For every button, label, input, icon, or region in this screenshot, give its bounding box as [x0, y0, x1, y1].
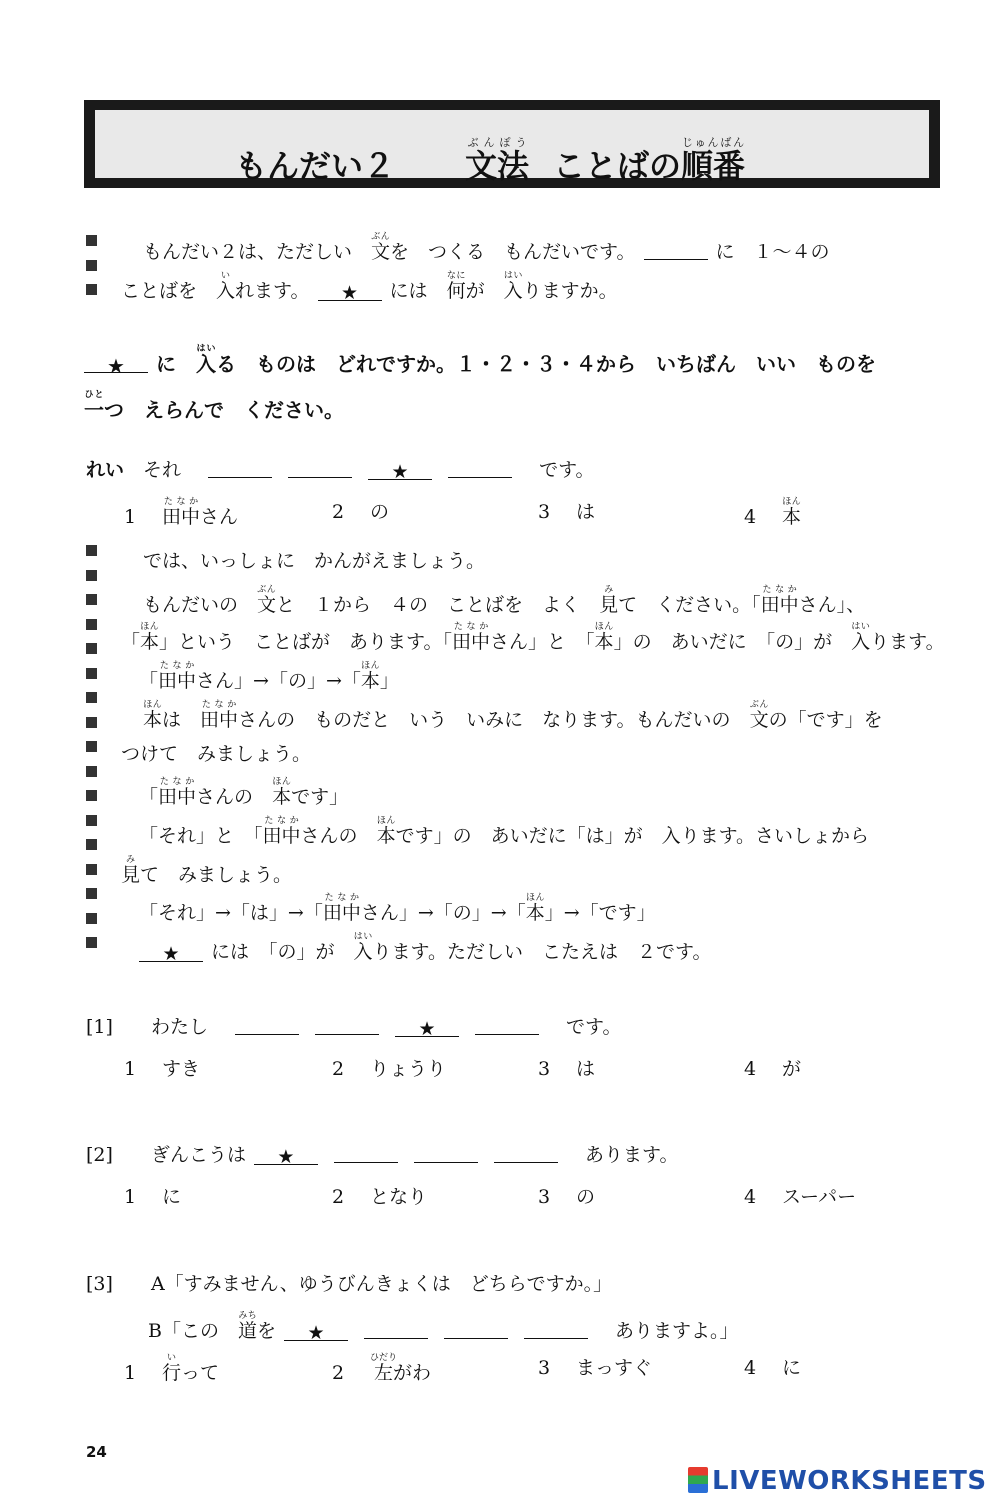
- q2-option-3[interactable]: 3 の: [538, 1186, 596, 1208]
- bullet-square: [86, 790, 97, 801]
- star-blank[interactable]: ★: [395, 1018, 459, 1037]
- star-blank: ★: [139, 943, 203, 962]
- blank-line: [644, 241, 708, 260]
- page-title: [235, 136, 745, 187]
- q1-option-3[interactable]: 3 は: [538, 1058, 596, 1080]
- explanation-line-6: つけて みましょう。: [121, 743, 312, 765]
- bullet-square: [86, 692, 97, 703]
- blank-line[interactable]: [364, 1320, 428, 1339]
- intro-line-1: もんだい２は、ただしい 文ぶんを つくる もんだいです。 に １〜４の: [143, 232, 830, 263]
- explanation-line-4: 「田中たなかさん」→「の」→「本ほん」: [139, 661, 399, 692]
- question-1-options: [124, 1054, 824, 1084]
- q2-option-2[interactable]: 2 となり: [332, 1186, 428, 1208]
- bullet-square: [86, 888, 97, 899]
- question-3-options: [124, 1353, 824, 1383]
- brand-logo[interactable]: LIVEWORKSHEETS: [688, 1466, 987, 1496]
- question-3-line-a: [3] A「すみません、ゆうびんきょくは どちらですか。」: [86, 1273, 613, 1295]
- instruction-line-2: 一ひとつ えらんで ください。: [84, 390, 344, 422]
- intro-line-2: ことばを 入いれます。 ★ には 何なにが 入はいりますか。: [121, 271, 618, 304]
- question-number: [1]: [86, 1016, 113, 1038]
- explanation-bullets: [86, 545, 97, 962]
- example-sentence: れい それ ★ です。: [86, 459, 595, 483]
- bullet-square: [86, 741, 97, 752]
- explanation-line-10: 「それ」→「は」→「田中たなかさん」→「の」→「本ほん」→「です」: [139, 893, 656, 924]
- q1-option-2[interactable]: 2 りょうり: [332, 1058, 447, 1080]
- title-label: もんだい２: [235, 147, 396, 185]
- explanation-line-2: もんだいの 文ぶんと １から ４の ことばを よく 見みて ください。「田中たなかさん」、: [143, 585, 866, 616]
- q1-option-4[interactable]: 4 が: [744, 1058, 802, 1080]
- q3-option-3[interactable]: 3 まっすぐ: [538, 1357, 653, 1379]
- blank-line[interactable]: [524, 1320, 588, 1339]
- blank-line: [448, 459, 512, 478]
- instruction-line-1: ★ に 入はいる ものは どれですか。１・２・３・４から いちばん いい ものを: [84, 344, 876, 377]
- section-header: [84, 100, 940, 188]
- page-number: 24: [86, 1443, 107, 1461]
- bullet-square: [86, 766, 97, 777]
- bullet-square: [86, 260, 97, 271]
- blank-line[interactable]: [475, 1016, 539, 1035]
- explanation-line-8: 「それ」と 「田中たなかさんの 本ほんです」の あいだに「は」が 入ります。さいしょから: [139, 816, 870, 847]
- blank-line: [288, 459, 352, 478]
- bullet-square: [86, 937, 97, 948]
- bullet-square: [86, 815, 97, 826]
- bullet-square: [86, 913, 97, 924]
- bullet-square: [86, 619, 97, 630]
- q1-option-1[interactable]: 1 すき: [124, 1058, 201, 1080]
- star-blank: ★: [84, 354, 148, 373]
- question-number: [3]: [86, 1273, 113, 1295]
- star-blank[interactable]: ★: [254, 1146, 318, 1165]
- explanation-line-11: ★ には 「の」が 入はいります。ただしい こたえは ２です。: [139, 932, 712, 964]
- blank-line[interactable]: [414, 1144, 478, 1163]
- question-2-options: [124, 1182, 884, 1212]
- section-header-inner: [93, 108, 931, 185]
- example-option-1[interactable]: 1 田中たなかさん: [124, 497, 239, 528]
- blank-line[interactable]: [235, 1016, 299, 1035]
- q3-option-4[interactable]: 4 に: [744, 1357, 802, 1379]
- bullet-square: [86, 668, 97, 679]
- intro-bullets: [86, 235, 97, 309]
- example-option-2[interactable]: 2 の: [332, 501, 390, 523]
- example-option-4[interactable]: 4 本ほん: [744, 497, 802, 528]
- blank-line[interactable]: [315, 1016, 379, 1035]
- explanation-line-3: 「本ほん」という ことばが あります。「田中たなかさん」と 「本ほん」の あいだに 「の」が 入はいります。: [121, 622, 945, 653]
- question-3-line-b: B「この 道みちを ★ ありますよ。」: [148, 1311, 739, 1344]
- example-options: [124, 497, 824, 527]
- question-2: [2] ぎんこうは ★ あります。: [86, 1144, 679, 1168]
- liveworksheets-logo-icon: [688, 1467, 708, 1493]
- explanation-line-9: 見みて みましょう。: [121, 855, 293, 886]
- example-label: れい: [86, 459, 125, 481]
- q3-option-2[interactable]: 2 左ひだりがわ: [332, 1353, 432, 1384]
- blank-line[interactable]: [334, 1144, 398, 1163]
- bullet-square: [86, 643, 97, 654]
- title-junban: 順番じゅんばん: [681, 136, 746, 185]
- q3-option-1[interactable]: 1 行いって: [124, 1353, 220, 1384]
- blank-line[interactable]: [494, 1144, 558, 1163]
- bullet-square: [86, 570, 97, 581]
- blank-line: [208, 459, 272, 478]
- bullet-square: [86, 594, 97, 605]
- explanation-line-1: では、いっしょに かんがえましょう。: [143, 550, 486, 572]
- bullet-square: [86, 235, 97, 246]
- star-blank[interactable]: ★: [284, 1322, 348, 1341]
- bullet-square: [86, 284, 97, 295]
- explanation-line-5: 本ほんは 田中たなかさんの ものだと いう いみに なります。もんだいの 文ぶんの「です」を: [143, 700, 883, 731]
- example-option-3[interactable]: 3 は: [538, 501, 596, 523]
- bullet-square: [86, 864, 97, 875]
- question-1: [1] わたし ★ です。: [86, 1016, 622, 1040]
- q2-option-4[interactable]: 4 スーパー: [744, 1186, 857, 1208]
- bullet-square: [86, 839, 97, 850]
- bullet-square: [86, 545, 97, 556]
- star-blank: ★: [368, 461, 432, 480]
- q2-option-1[interactable]: 1 に: [124, 1186, 182, 1208]
- title-kotoba: ことばの: [553, 147, 682, 185]
- question-number: [2]: [86, 1144, 113, 1166]
- blank-line[interactable]: [444, 1320, 508, 1339]
- explanation-line-7: 「田中たなかさんの 本ほんです」: [139, 777, 349, 808]
- star-blank: ★: [318, 282, 382, 301]
- bullet-square: [86, 717, 97, 728]
- title-bunpou: 文法ぶんぽう: [465, 136, 530, 185]
